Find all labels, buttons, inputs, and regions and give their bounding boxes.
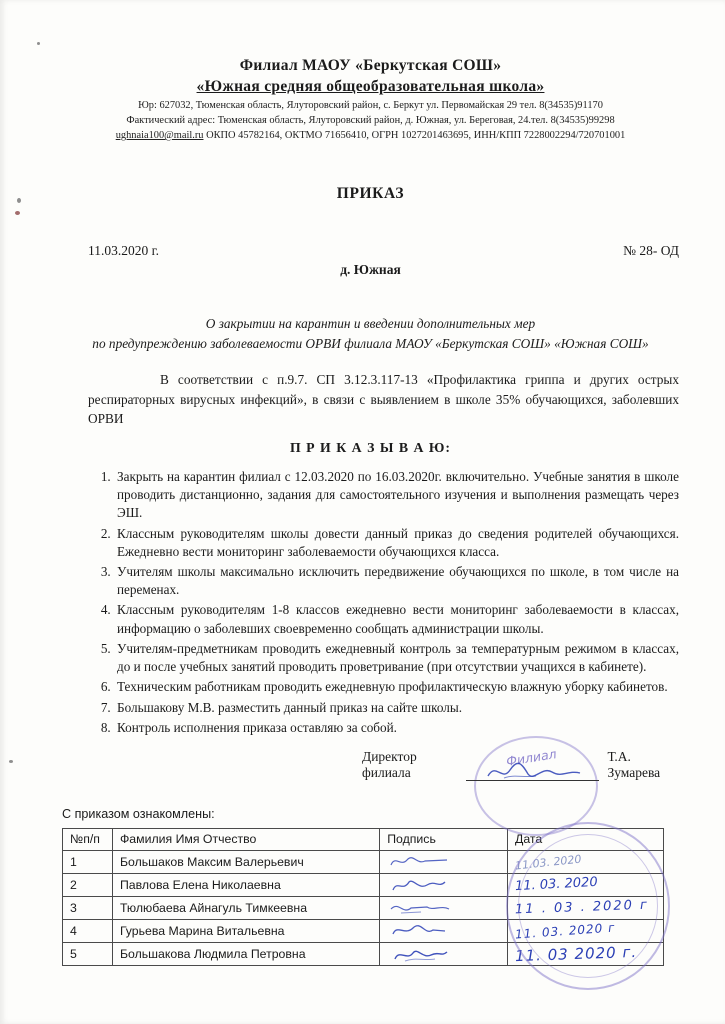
director-signature-icon bbox=[484, 760, 584, 784]
email-text: ughnaia100@mail.ru bbox=[115, 129, 204, 141]
row-signature bbox=[380, 896, 508, 919]
org-name-line1: Филиал МАОУ «Беркутская СОШ» bbox=[239, 57, 502, 74]
order-number: № 28- ОД bbox=[623, 242, 679, 258]
signature-label: Директор филиала bbox=[362, 748, 417, 780]
letterhead bbox=[62, 56, 679, 143]
table-row bbox=[63, 942, 664, 965]
order-item-8: 8. Контроль исполнения приказа оставляю за собой. bbox=[114, 719, 679, 737]
row-date: 11. 03 2020 г. bbox=[508, 942, 664, 965]
decree-heading: П Р И К А З Ы В А Ю: bbox=[289, 439, 452, 455]
acknowledgement-intro: С приказом ознакомлены: bbox=[62, 806, 215, 821]
row-signature bbox=[380, 942, 508, 965]
row-date: 11. 03. 2020 г bbox=[508, 919, 664, 942]
signature-icon bbox=[387, 853, 457, 871]
order-item-7: 7. Большакову М.В. разместить данный приказ на сайте школы. bbox=[114, 699, 679, 717]
address-line2: Фактический адрес: Тюменская область, Ялуторовский район, д. Южная, ул. Береговая, 24.тел. 8(34535)99298 bbox=[126, 114, 615, 126]
order-date: 11.03.2020 г. bbox=[88, 242, 160, 258]
row-date: 11. 03. 2020 bbox=[508, 873, 664, 896]
row-num: 5 bbox=[63, 942, 113, 965]
table-row bbox=[63, 896, 664, 919]
order-subject-line1: О закрытии на карантин и введении дополнительных мер bbox=[205, 315, 536, 331]
signature-line bbox=[466, 760, 599, 781]
col-header-signature: Подпись bbox=[380, 828, 508, 850]
signature-icon bbox=[387, 922, 457, 940]
order-subject-line2: по предупреждению заболеваемости ОРВИ филиала МАОУ «Беркутская СОШ» «Южная СОШ» bbox=[92, 335, 649, 351]
acknowledgement-table bbox=[62, 828, 664, 966]
signature-icon bbox=[387, 899, 457, 917]
signature-name: Т.А. Зумарева bbox=[607, 748, 661, 780]
order-preamble: В соответствии с п.9.7. СП 3.12.3.117-13 «Профилактика гриппа и других острых респираторных вирусных инфекций», в связи с выявлением в школе 35% обучающихся, заболевших ОРВИ bbox=[88, 371, 679, 427]
row-num: 2 bbox=[63, 873, 113, 896]
order-subject bbox=[62, 314, 679, 354]
table-row bbox=[63, 919, 664, 942]
row-signature bbox=[380, 919, 508, 942]
date-number-row bbox=[88, 243, 679, 259]
row-date: 11 . 03 . 2020 г bbox=[508, 896, 664, 919]
order-item-2: 2. Классным руководителям школы довести данный приказ до сведения родителей обучающихся. Ежедневно вести мониторинг заболеваемости обучающихся класса. bbox=[114, 525, 679, 561]
row-name: Тюлюбаева Айнагуль Тимкеевна bbox=[112, 896, 379, 919]
order-item-5: 5. Учителям-предметникам проводить ежедневный контроль за температурным режимом в классах, до и после учебных занятий проводить проветривание (при отсутствии учащихся в кабинете). bbox=[114, 640, 679, 676]
org-name-line2: «Южная средняя общеобразовательная школа» bbox=[196, 77, 545, 95]
col-header-date: Дата bbox=[508, 828, 664, 850]
director-signature-row bbox=[362, 749, 679, 781]
table-row bbox=[63, 873, 664, 896]
row-signature bbox=[380, 873, 508, 896]
table-header-row bbox=[63, 828, 664, 850]
order-item-3: 3. Учителям школы максимально исключить передвижение обучающихся по школе, в том числе на переменах. bbox=[114, 563, 679, 599]
col-header-name: Фамилия Имя Отчество bbox=[112, 828, 379, 850]
document-title: ПРИКАЗ bbox=[336, 184, 405, 202]
row-signature bbox=[380, 850, 508, 873]
table-row bbox=[63, 850, 664, 873]
order-item-4: 4. Классным руководителям 1-8 классов ежедневно вести мониторинг заболеваемости в классах, информацию о заболевших своевременно сообщать администрации школы. bbox=[114, 601, 679, 637]
stamp-label: Филиал bbox=[505, 746, 558, 769]
row-num: 4 bbox=[63, 919, 113, 942]
row-num: 3 bbox=[63, 896, 113, 919]
signature-icon bbox=[387, 876, 457, 894]
row-name: Большаков Максим Валерьевич bbox=[112, 850, 379, 873]
signature-icon bbox=[387, 945, 457, 963]
order-items-list bbox=[88, 468, 679, 737]
row-name: Гурьева Марина Витальевна bbox=[112, 919, 379, 942]
row-date: 11.03. 2020 bbox=[508, 850, 664, 873]
order-place: д. Южная bbox=[340, 261, 401, 277]
registry-codes-text: ОКПО 45782164, ОКТМО 71656410, ОГРН 1027201463695, ИНН/КПП 7228002294/720701001 bbox=[203, 129, 626, 141]
order-item-6: 6. Техническим работникам проводить ежедневную профилактическую влажную уборку кабинетов. bbox=[114, 678, 679, 696]
address-line1: Юр: 627032, Тюменская область, Ялуторовский район, с. Беркут ул. Первомайская 29 тел. 8(34535)91170 bbox=[138, 99, 603, 111]
row-name: Большакова Людмила Петровна bbox=[112, 942, 379, 965]
order-item-1: 1. Закрыть на карантин филиал с 12.03.2020 по 16.03.2020г. включительно. Учебные занятия в школе проводить дистанционно, задания для самостоятельного изучения и выполнения размещать через ЭШ. bbox=[114, 468, 679, 523]
row-num: 1 bbox=[63, 850, 113, 873]
col-header-num: №п/п bbox=[63, 828, 113, 850]
address-line3 bbox=[62, 129, 679, 143]
row-name: Павлова Елена Николаевна bbox=[112, 873, 379, 896]
